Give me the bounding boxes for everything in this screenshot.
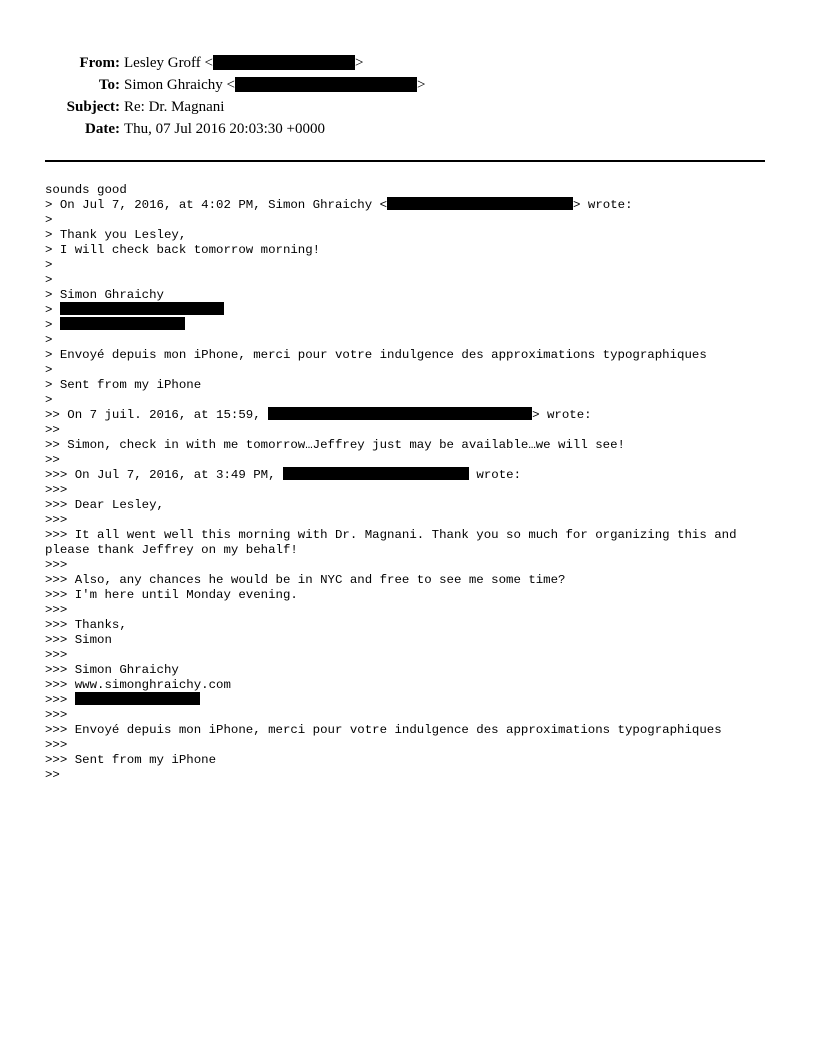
- body-line: >: [45, 258, 53, 272]
- body-line: >>> Dear Lesley,: [45, 498, 164, 512]
- body-line: >>> Simon: [45, 633, 112, 647]
- body-line: >>> It all went well this morning with Dr. Magnani. Thank you so much for organizing this and please thank Jeffrey on my behalf!: [45, 528, 744, 557]
- body-line: [45, 198, 785, 213]
- body-line: >> Simon, check in with me tomorrow…Jeffrey just may be available…we will see!: [45, 438, 625, 452]
- to-name: Simon Ghraichy <: [124, 77, 235, 93]
- quote-header-text: > wrote:: [532, 408, 592, 422]
- quote-header-text: wrote:: [468, 468, 522, 482]
- body-line: >>> www.simonghraichy.com: [45, 678, 231, 692]
- body-line: [45, 468, 785, 483]
- body-line: >>> Envoyé depuis mon iPhone, merci pour votre indulgence des approximations typographiques: [45, 723, 722, 737]
- subject-row: [0, 96, 816, 118]
- body-line: >: [45, 393, 53, 407]
- date-value: Thu, 07 Jul 2016 20:03:30 +0000: [124, 121, 325, 137]
- body-line: >>> Sent from my iPhone: [45, 753, 217, 767]
- to-row: [0, 74, 816, 96]
- body-line: sounds good: [45, 183, 127, 197]
- quote-header-text: >>> On Jul 7, 2016, at 3:49 PM,: [45, 468, 283, 482]
- to-value: [124, 74, 425, 96]
- email-header: [0, 52, 816, 140]
- subject-value: Re: Dr. Magnani: [124, 99, 225, 115]
- email-body: [45, 183, 785, 783]
- redaction-box: [213, 55, 355, 70]
- body-line: [45, 408, 785, 423]
- from-row: [0, 52, 816, 74]
- redaction-box: [387, 197, 573, 210]
- from-close: >: [355, 55, 364, 71]
- redaction-box: [75, 692, 200, 705]
- body-line: [45, 318, 785, 333]
- redaction-box: [60, 302, 224, 315]
- header-divider: [45, 160, 765, 162]
- quote-header-text: > On Jul 7, 2016, at 4:02 PM, Simon Ghraichy <: [45, 198, 388, 212]
- body-line: >: [45, 273, 53, 287]
- body-line: >: [45, 213, 53, 227]
- redaction-box: [60, 317, 185, 330]
- body-line: > Thank you Lesley,: [45, 228, 187, 242]
- body-line: > Simon Ghraichy: [45, 288, 164, 302]
- from-name: Lesley Groff <: [124, 55, 213, 71]
- quote-marker: >: [45, 303, 60, 317]
- body-line: >>: [45, 423, 60, 437]
- body-line: [45, 303, 785, 318]
- quote-header-text: >> On 7 juil. 2016, at 15:59,: [45, 408, 269, 422]
- quote-marker: >>>: [45, 693, 75, 707]
- body-line: >>>: [45, 483, 68, 497]
- from-label: From:: [79, 55, 120, 71]
- body-line: >>> I'm here until Monday evening.: [45, 588, 298, 602]
- body-line: >: [45, 333, 53, 347]
- from-value: [124, 52, 363, 74]
- body-line: >>: [45, 453, 60, 467]
- to-label: To:: [98, 77, 120, 93]
- body-line: > Sent from my iPhone: [45, 378, 202, 392]
- body-line: >>>: [45, 648, 68, 662]
- quote-header-text: > wrote:: [573, 198, 633, 212]
- subject-label: Subject:: [66, 99, 120, 115]
- quote-marker: >: [45, 318, 60, 332]
- redaction-box: [283, 467, 469, 480]
- body-line: >: [45, 363, 53, 377]
- body-line: >>>: [45, 558, 68, 572]
- body-line: >>> Simon Ghraichy: [45, 663, 179, 677]
- body-line: > Envoyé depuis mon iPhone, merci pour votre indulgence des approximations typographiques: [45, 348, 707, 362]
- body-line: >>> Thanks,: [45, 618, 127, 632]
- body-line: >>>: [45, 708, 68, 722]
- redaction-box: [268, 407, 532, 420]
- body-line: >>>: [45, 513, 68, 527]
- body-line: [45, 693, 785, 708]
- to-close: >: [416, 77, 426, 93]
- date-row: [0, 118, 816, 140]
- body-line: >>: [45, 768, 60, 782]
- date-label: Date:: [85, 121, 120, 137]
- redaction-box: [235, 77, 417, 92]
- body-line: >>> Also, any chances he would be in NYC and free to see me some time?: [45, 573, 566, 587]
- body-line: > I will check back tomorrow morning!: [45, 243, 321, 257]
- body-line: >>>: [45, 738, 68, 752]
- body-line: >>>: [45, 603, 68, 617]
